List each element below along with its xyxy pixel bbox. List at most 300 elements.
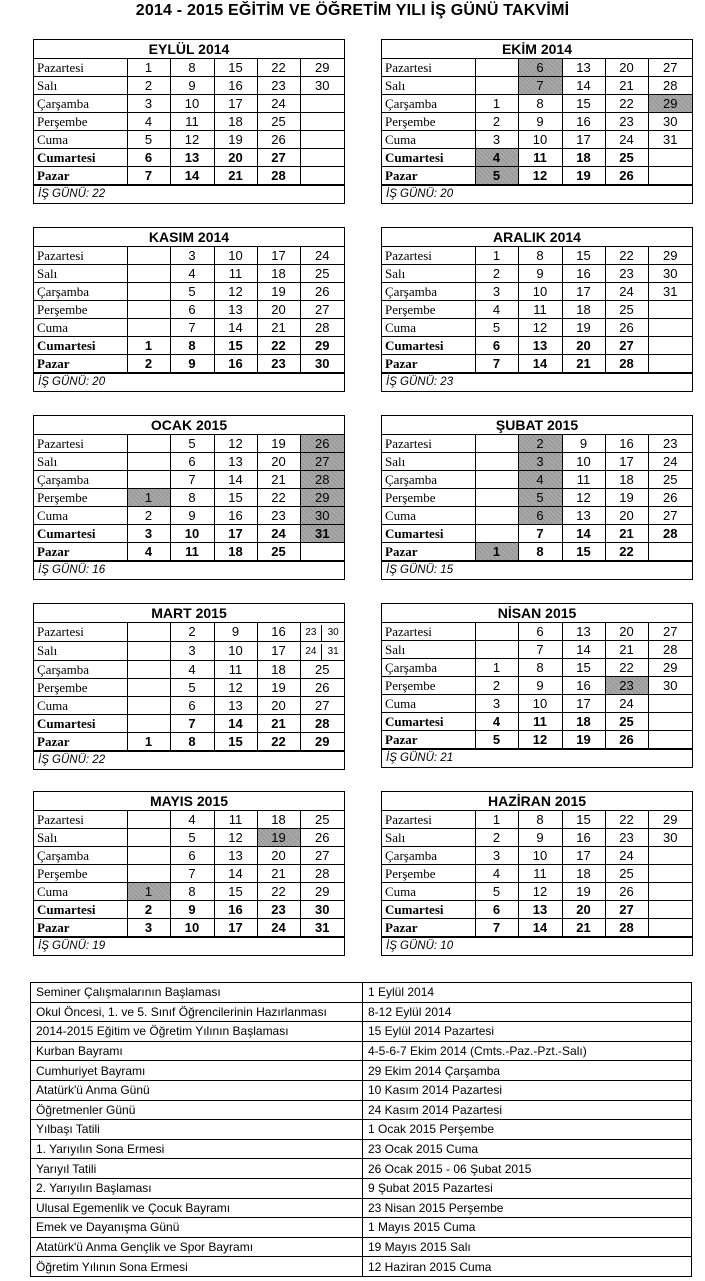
date-cell: 16	[214, 355, 257, 373]
month-title: HAZİRAN 2015	[382, 792, 692, 811]
date-cell: 8	[170, 883, 214, 901]
date-cell: 5	[475, 319, 518, 337]
weekday-row	[34, 337, 344, 355]
date-cell: 14	[518, 919, 562, 937]
weekday-row	[34, 453, 344, 471]
date-cell: 2	[475, 113, 518, 131]
date-cell: 13	[170, 149, 214, 167]
date-cell	[648, 731, 692, 749]
weekday-label: Cumartesi	[34, 337, 127, 355]
event-row	[31, 1120, 692, 1140]
weekday-label: Cumartesi	[382, 149, 475, 167]
event-row	[31, 1041, 692, 1061]
date-cell: 22	[257, 489, 300, 507]
weekday-label: Pazartesi	[34, 435, 127, 453]
weekday-row	[382, 865, 692, 883]
date-cell: 24	[300, 247, 344, 265]
date-cell: 3	[127, 919, 170, 937]
weekday-label: Çarşamba	[382, 659, 475, 677]
date-cell: 29	[300, 59, 344, 77]
date-cell	[127, 319, 170, 337]
date-cell: 6	[170, 301, 214, 319]
weekday-label: Çarşamba	[34, 661, 127, 679]
date-cell: 3	[518, 453, 562, 471]
date-cell: 30	[300, 355, 344, 373]
date-cell: 2	[518, 435, 562, 453]
month-calendar	[33, 415, 345, 580]
weekday-row	[382, 525, 692, 543]
event-name: Öğretmenler Günü	[31, 1100, 363, 1120]
date-cell: 18	[605, 471, 648, 489]
weekday-row	[382, 731, 692, 749]
weekday-row	[34, 301, 344, 319]
date-cell: 10	[214, 247, 257, 265]
weekday-label: Cuma	[34, 883, 127, 901]
weekday-label: Pazar	[382, 355, 475, 373]
date-cell: 15	[562, 95, 605, 113]
date-cell: 13	[214, 847, 257, 865]
month-calendar	[33, 603, 345, 770]
weekday-row	[382, 113, 692, 131]
date-cell	[475, 435, 518, 453]
date-cell	[300, 543, 344, 561]
date-cell	[300, 95, 344, 113]
date-cell: 15	[214, 883, 257, 901]
weekday-row	[382, 301, 692, 319]
weekday-row	[34, 733, 344, 751]
date-cell: 8	[518, 659, 562, 677]
date-cell: 21	[257, 715, 300, 733]
date-cell: 1	[475, 659, 518, 677]
date-cell: 25	[605, 713, 648, 731]
weekday-row	[34, 247, 344, 265]
date-cell: 24	[648, 453, 692, 471]
date-cell: 24	[257, 95, 300, 113]
date-cell: 31	[300, 525, 344, 543]
date-cell: 2	[127, 77, 170, 95]
weekday-label: Salı	[34, 642, 127, 661]
weekday-label: Çarşamba	[382, 471, 475, 489]
event-row	[31, 1178, 692, 1198]
date-cell: 30	[648, 677, 692, 695]
date-cell: 28	[300, 865, 344, 883]
weekday-row	[382, 95, 692, 113]
month-title: NİSAN 2015	[382, 604, 692, 623]
date-cell: 2	[127, 355, 170, 373]
weekday-label: Salı	[34, 77, 127, 95]
workday-count: İŞ GÜNÜ: 22	[34, 751, 344, 769]
weekday-label: Cuma	[382, 695, 475, 713]
month-title: EKİM 2014	[382, 40, 692, 59]
month-calendar	[381, 227, 693, 392]
event-date: 10 Kasım 2014 Pazartesi	[363, 1080, 692, 1100]
weekday-label: Salı	[382, 453, 475, 471]
date-cell: 26	[300, 829, 344, 847]
date-cell: 8	[170, 489, 214, 507]
event-row	[31, 1139, 692, 1159]
date-cell: 16	[562, 829, 605, 847]
event-row	[31, 1022, 692, 1042]
date-cell: 23	[648, 435, 692, 453]
weekday-label: Salı	[382, 829, 475, 847]
date-cell: 17	[257, 642, 300, 661]
date-cell: 5	[170, 283, 214, 301]
weekday-row	[382, 59, 692, 77]
event-name: Cumhuriyet Bayramı	[31, 1061, 363, 1081]
date-cell: 10	[518, 695, 562, 713]
event-row	[31, 1002, 692, 1022]
weekday-label: Pazar	[382, 731, 475, 749]
month-calendar	[381, 415, 693, 580]
date-cell: 9	[518, 265, 562, 283]
date-cell	[127, 642, 170, 661]
date-cell: 18	[257, 811, 300, 829]
date-cell: 16	[562, 677, 605, 695]
weekday-label: Cuma	[34, 697, 127, 715]
weekday-label: Salı	[382, 641, 475, 659]
weekday-row	[382, 677, 692, 695]
weekday-label: Pazartesi	[382, 623, 475, 641]
date-cell: 20	[214, 149, 257, 167]
workday-count: İŞ GÜNÜ: 10	[382, 937, 692, 955]
event-name: Seminer Çalışmalarının Başlaması	[31, 983, 363, 1003]
date-cell: 3	[475, 847, 518, 865]
date-cell	[475, 471, 518, 489]
date-cell: 16	[562, 113, 605, 131]
weekday-row	[34, 507, 344, 525]
date-cell: 20	[562, 901, 605, 919]
date-cell: 28	[605, 355, 648, 373]
weekday-label: Perşembe	[34, 489, 127, 507]
date-cell: 17	[214, 95, 257, 113]
weekday-row	[382, 811, 692, 829]
weekday-label: Perşembe	[34, 113, 127, 131]
weekday-row	[382, 695, 692, 713]
weekday-label: Pazartesi	[34, 59, 127, 77]
date-cell	[648, 847, 692, 865]
date-cell: 8	[170, 337, 214, 355]
date-cell: 23	[605, 677, 648, 695]
date-cell: 11	[518, 713, 562, 731]
weekday-row	[34, 623, 344, 642]
date-cell: 4	[475, 713, 518, 731]
event-date: 26 Ocak 2015 - 06 Şubat 2015	[363, 1159, 692, 1179]
event-name: 2014-2015 Eğitim ve Öğretim Yılının Başlaması	[31, 1022, 363, 1042]
date-cell: 8	[170, 733, 214, 751]
date-cell: 27	[605, 901, 648, 919]
date-cell: 22	[605, 811, 648, 829]
date-cell: 18	[214, 113, 257, 131]
date-cell: 16	[214, 507, 257, 525]
event-date: 1 Ocak 2015 Perşembe	[363, 1120, 692, 1140]
weekday-row	[34, 865, 344, 883]
date-cell: 9	[170, 901, 214, 919]
date-cell: 6	[518, 59, 562, 77]
weekday-label: Pazar	[382, 919, 475, 937]
date-cell: 11	[214, 811, 257, 829]
date-cell: 10	[562, 453, 605, 471]
weekday-row	[382, 847, 692, 865]
date-cell: 23	[605, 265, 648, 283]
date-cell: 17	[605, 453, 648, 471]
date-cell: 14	[214, 471, 257, 489]
date-cell: 5	[127, 131, 170, 149]
date-cell: 25	[257, 543, 300, 561]
date-cell: 24	[605, 847, 648, 865]
date-cell: 25	[605, 865, 648, 883]
date-cell: 2	[127, 507, 170, 525]
event-name: Kurban Bayramı	[31, 1041, 363, 1061]
date-cell: 5	[518, 489, 562, 507]
date-cell	[475, 623, 518, 641]
date-cell: 24	[257, 919, 300, 937]
date-cell: 10	[170, 95, 214, 113]
date-cell: 27	[605, 337, 648, 355]
weekday-label: Salı	[382, 265, 475, 283]
event-row	[31, 983, 692, 1003]
date-cell	[127, 829, 170, 847]
date-cell	[300, 131, 344, 149]
weekday-row	[34, 919, 344, 937]
date-cell: 28	[605, 919, 648, 937]
date-cell: 8	[170, 59, 214, 77]
workday-count: İŞ GÜNÜ: 16	[34, 561, 344, 579]
date-cell: 20	[257, 847, 300, 865]
date-cell: 23	[257, 507, 300, 525]
workday-count: İŞ GÜNÜ: 20	[382, 185, 692, 203]
date-cell: 13	[562, 507, 605, 525]
date-cell	[475, 525, 518, 543]
date-cell: 23	[605, 829, 648, 847]
weekday-row	[34, 901, 344, 919]
date-cell: 18	[257, 661, 300, 679]
month-title: KASIM 2014	[34, 228, 344, 247]
weekday-label: Cuma	[34, 319, 127, 337]
weekday-row	[382, 507, 692, 525]
date-cell: 21	[257, 471, 300, 489]
date-cell: 22	[257, 733, 300, 751]
date-cell: 10	[214, 642, 257, 661]
event-name: Atatürk'ü Anma Gençlik ve Spor Bayramı	[31, 1237, 363, 1257]
date-cell: 12	[562, 489, 605, 507]
date-cell-part: 23	[301, 625, 323, 641]
date-cell: 21	[562, 919, 605, 937]
date-cell: 14	[562, 641, 605, 659]
event-name: Öğretim Yılının Sona Ermesi	[31, 1257, 363, 1277]
weekday-row	[34, 883, 344, 901]
weekday-label: Perşembe	[34, 679, 127, 697]
date-cell: 31	[300, 919, 344, 937]
date-cell: 12	[518, 883, 562, 901]
date-cell: 27	[648, 507, 692, 525]
weekday-label: Pazar	[34, 543, 127, 561]
date-cell: 4	[170, 265, 214, 283]
weekday-row	[34, 471, 344, 489]
date-cell: 9	[214, 623, 257, 642]
date-cell: 1	[475, 543, 518, 561]
date-cell: 26	[648, 489, 692, 507]
weekday-label: Cuma	[382, 319, 475, 337]
date-cell	[300, 167, 344, 185]
date-cell: 13	[518, 337, 562, 355]
date-cell: 12	[214, 829, 257, 847]
date-cell: 19	[562, 731, 605, 749]
date-cell: 24	[605, 131, 648, 149]
date-cell: 14	[214, 319, 257, 337]
weekday-label: Cumartesi	[34, 715, 127, 733]
weekday-label: Cumartesi	[34, 901, 127, 919]
date-cell: 25	[300, 661, 344, 679]
month-calendar	[33, 791, 345, 956]
event-name: Yarıyıl Tatili	[31, 1159, 363, 1179]
date-cell	[648, 713, 692, 731]
date-cell	[300, 623, 344, 642]
date-cell: 7	[170, 865, 214, 883]
date-cell: 15	[562, 811, 605, 829]
date-cell: 21	[562, 355, 605, 373]
date-cell: 24	[605, 283, 648, 301]
date-cell	[475, 453, 518, 471]
weekday-row	[382, 659, 692, 677]
date-cell: 24	[257, 525, 300, 543]
date-cell	[648, 695, 692, 713]
date-cell: 14	[214, 715, 257, 733]
date-cell: 18	[562, 149, 605, 167]
date-cell: 19	[562, 883, 605, 901]
workday-count: İŞ GÜNÜ: 21	[382, 749, 692, 767]
date-cell: 22	[605, 247, 648, 265]
date-cell: 11	[214, 661, 257, 679]
weekday-row	[382, 355, 692, 373]
date-cell	[127, 715, 170, 733]
weekday-row	[34, 149, 344, 167]
date-cell: 23	[605, 113, 648, 131]
weekday-label: Cuma	[34, 131, 127, 149]
weekday-row	[34, 59, 344, 77]
weekday-row	[382, 149, 692, 167]
date-cell: 23	[257, 77, 300, 95]
date-cell: 4	[475, 865, 518, 883]
date-cell	[127, 247, 170, 265]
date-cell: 20	[257, 697, 300, 715]
weekday-label: Pazar	[34, 919, 127, 937]
event-row	[31, 1100, 692, 1120]
weekday-row	[34, 167, 344, 185]
weekday-label: Çarşamba	[382, 95, 475, 113]
date-cell	[475, 59, 518, 77]
date-cell: 15	[214, 733, 257, 751]
weekday-row	[382, 489, 692, 507]
date-cell: 18	[257, 265, 300, 283]
date-cell: 1	[127, 337, 170, 355]
weekday-row	[34, 697, 344, 715]
event-date: 29 Ekim 2014 Çarşamba	[363, 1061, 692, 1081]
date-cell: 3	[475, 695, 518, 713]
date-cell: 25	[300, 265, 344, 283]
month-title: OCAK 2015	[34, 416, 344, 435]
weekday-label: Salı	[34, 265, 127, 283]
weekday-label: Çarşamba	[382, 283, 475, 301]
date-cell: 1	[127, 733, 170, 751]
date-cell: 18	[562, 713, 605, 731]
event-date: 9 Şubat 2015 Pazartesi	[363, 1178, 692, 1198]
weekday-row	[382, 247, 692, 265]
weekday-row	[34, 77, 344, 95]
events-table	[30, 982, 692, 1277]
date-cell: 28	[300, 715, 344, 733]
date-cell: 17	[562, 847, 605, 865]
date-cell: 31	[648, 131, 692, 149]
event-date: 1 Eylül 2014	[363, 983, 692, 1003]
date-cell: 29	[300, 733, 344, 751]
weekday-row	[382, 265, 692, 283]
month-calendar	[381, 39, 693, 204]
date-cell: 9	[170, 355, 214, 373]
event-row	[31, 1061, 692, 1081]
weekday-label: Perşembe	[382, 113, 475, 131]
date-cell: 22	[257, 883, 300, 901]
date-cell: 6	[170, 697, 214, 715]
date-cell: 13	[214, 453, 257, 471]
date-cell: 19	[562, 319, 605, 337]
month-title: MART 2015	[34, 604, 344, 623]
weekday-row	[34, 435, 344, 453]
date-cell: 21	[605, 641, 648, 659]
date-cell: 21	[257, 865, 300, 883]
date-cell: 21	[605, 77, 648, 95]
weekday-row	[34, 319, 344, 337]
event-date: 4-5-6-7 Ekim 2014 (Cmts.-Paz.-Pzt.-Salı)	[363, 1041, 692, 1061]
date-cell: 5	[170, 435, 214, 453]
date-cell	[648, 301, 692, 319]
weekday-row	[382, 167, 692, 185]
weekday-label: Cumartesi	[382, 713, 475, 731]
weekday-row	[382, 471, 692, 489]
date-cell: 26	[300, 435, 344, 453]
weekday-row	[382, 435, 692, 453]
date-cell	[648, 355, 692, 373]
weekday-row	[382, 641, 692, 659]
event-name: Ulusal Egemenlik ve Çocuk Bayramı	[31, 1198, 363, 1218]
weekday-label: Pazartesi	[34, 623, 127, 642]
date-cell: 29	[648, 659, 692, 677]
date-cell	[127, 661, 170, 679]
date-cell: 23	[257, 901, 300, 919]
date-cell: 27	[300, 301, 344, 319]
date-cell	[127, 301, 170, 319]
date-cell-part: 30	[327, 627, 339, 638]
date-cell: 11	[170, 543, 214, 561]
weekday-row	[34, 355, 344, 373]
event-name: 1. Yarıyılın Sona Ermesi	[31, 1139, 363, 1159]
date-cell: 10	[170, 919, 214, 937]
date-cell: 4	[475, 301, 518, 319]
date-cell: 13	[214, 697, 257, 715]
date-cell: 9	[518, 829, 562, 847]
date-cell: 25	[648, 471, 692, 489]
date-cell: 30	[300, 507, 344, 525]
date-cell: 28	[648, 525, 692, 543]
date-cell	[127, 435, 170, 453]
weekday-label: Cumartesi	[34, 149, 127, 167]
date-cell: 3	[170, 247, 214, 265]
date-cell: 11	[214, 265, 257, 283]
month-calendar	[33, 39, 345, 204]
date-cell	[127, 697, 170, 715]
date-cell: 30	[648, 829, 692, 847]
date-cell: 3	[170, 642, 214, 661]
date-cell: 30	[648, 265, 692, 283]
